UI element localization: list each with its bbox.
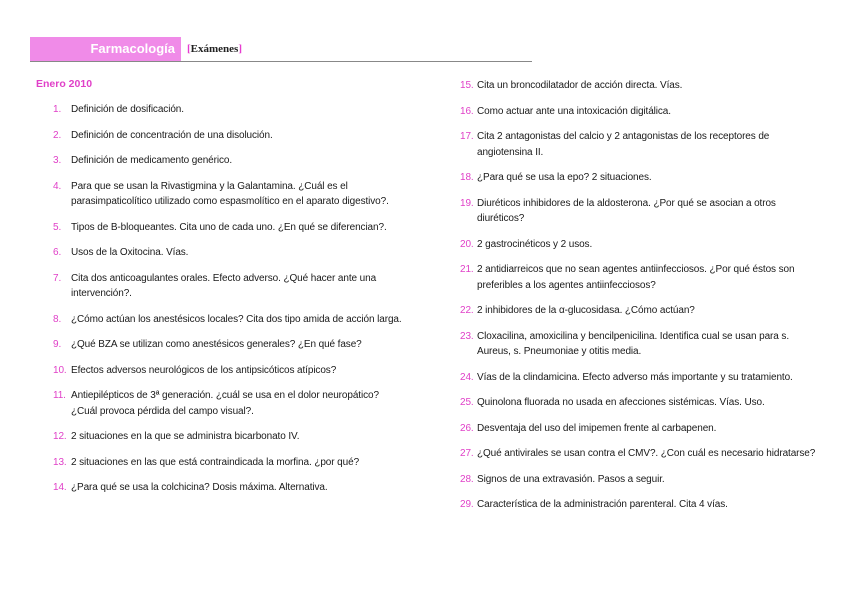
question-text: Efectos adversos neurológicos de los antipsicóticos atípicos? <box>71 364 337 376</box>
question-item <box>460 78 820 94</box>
question-item <box>460 104 820 120</box>
question-text: Desventaja del uso del imipemen frente al carbapenen. <box>477 422 717 434</box>
header-divider <box>30 61 532 62</box>
question-number: 4. <box>53 180 62 192</box>
section-label: Exámenes <box>190 43 239 55</box>
question-item <box>36 363 406 379</box>
question-text: Definición de dosificación. <box>71 104 184 115</box>
section-tag <box>187 43 242 55</box>
question-text: Definición de concentración de una disolución. <box>71 129 273 141</box>
question-item <box>460 446 820 462</box>
question-number: 26. <box>460 422 474 434</box>
question-number: 15. <box>460 80 474 91</box>
question-item <box>460 395 820 411</box>
question-number: 7. <box>53 272 62 284</box>
question-text: 2 situaciones en la que se administra bicarbonato IV. <box>71 431 300 442</box>
question-item <box>460 497 820 513</box>
question-text: 2 inhibidores de la α-glucosidasa. ¿Cómo actúan? <box>477 305 695 316</box>
question-item <box>460 421 820 437</box>
question-number: 18. <box>460 172 474 183</box>
question-text: Definición de medicamento genérico. <box>71 155 233 166</box>
question-item <box>460 196 820 227</box>
question-item <box>36 220 406 236</box>
question-item <box>36 312 406 328</box>
question-text: Cita un broncodilatador de acción directa. Vías. <box>477 80 683 91</box>
question-item <box>36 429 406 445</box>
section-bracket-open: [ <box>187 43 191 55</box>
question-item <box>36 388 406 419</box>
question-text: Tipos de B-bloqueantes. Cita uno de cada uno. ¿En qué se diferencian?. <box>71 221 387 233</box>
question-item <box>460 237 820 253</box>
question-number: 27. <box>460 448 474 459</box>
question-number: 19. <box>460 197 474 209</box>
question-text: Cloxacilina, amoxicilina y bencilpenicilina. Identifica cual se usan para s. Aureus, s. Pneumoniae y otitis media. <box>477 330 790 357</box>
question-text: Cita dos anticoagulantes orales. Efecto adverso. ¿Qué hacer ante una intervención?. <box>71 272 377 299</box>
question-text: Quinolona fluorada no usada en afecciones sistémicas. Vías. Uso. <box>477 397 765 408</box>
question-number: 13. <box>53 456 67 468</box>
question-text: ¿Cómo actúan los anestésicos locales? Cita dos tipo amida de acción larga. <box>71 313 402 325</box>
question-item <box>36 102 406 118</box>
question-number: 20. <box>460 238 474 250</box>
question-number: 11. <box>53 390 66 401</box>
question-item <box>36 480 406 496</box>
question-text: Antiepilépticos de 3ª generación. ¿cuál se usa en el dolor neuropático? ¿Cuál provoca pérdida del campo visual?. <box>71 390 379 417</box>
question-item <box>36 179 406 210</box>
question-item <box>460 262 820 293</box>
question-item <box>36 337 406 353</box>
question-number: 10. <box>53 364 67 376</box>
question-number: 3. <box>53 155 62 166</box>
question-number: 24. <box>460 371 474 383</box>
question-text: Vías de la clindamicina. Efecto adverso más importante y su tratamiento. <box>477 371 793 383</box>
section-bracket-close: ] <box>238 43 243 55</box>
subject-title: Farmacología <box>30 37 181 61</box>
question-text: Como actuar ante una intoxicación digitálica. <box>477 105 671 117</box>
question-number: 6. <box>53 247 62 258</box>
page-header <box>30 37 532 63</box>
question-text: Para que se usan la Rivastigmina y la Galantamina. ¿Cuál es el parasimpaticolítico utilizado como espasmolítico en el aparato digestivo?. <box>71 180 389 207</box>
question-number: 8. <box>53 313 62 325</box>
question-item <box>36 128 406 144</box>
question-number: 5. <box>53 221 62 233</box>
question-number: 1. <box>53 104 62 115</box>
question-text: Característica de la administración parenteral. Cita 4 vías. <box>477 499 728 510</box>
question-item <box>460 472 820 488</box>
question-item <box>36 271 406 302</box>
question-text: Signos de una extravasión. Pasos a seguir. <box>477 473 665 485</box>
question-text: ¿Qué BZA se utilizan como anestésicos generales? ¿En qué fase? <box>71 339 362 350</box>
question-item <box>460 170 820 186</box>
question-text: ¿Qué antivirales se usan contra el CMV?. ¿Con cuál es necesario hidratarse? <box>477 448 816 459</box>
question-item <box>36 455 406 471</box>
question-number: 21. <box>460 264 474 275</box>
question-number: 12. <box>53 431 67 442</box>
question-item <box>460 129 820 160</box>
question-number: 16. <box>460 105 474 117</box>
question-number: 2. <box>53 129 62 141</box>
question-number: 29. <box>460 499 474 510</box>
question-item <box>460 303 820 319</box>
question-number: 14. <box>53 482 67 493</box>
question-item <box>36 153 406 169</box>
question-text: 2 situaciones en las que está contraindicada la morfina. ¿por qué? <box>71 456 360 468</box>
question-number: 17. <box>460 131 474 142</box>
question-number: 25. <box>460 397 474 408</box>
question-number: 22. <box>460 305 474 316</box>
question-number: 9. <box>53 339 62 350</box>
question-text: 2 gastrocinéticos y 2 usos. <box>477 238 593 250</box>
questions-right-column <box>460 78 820 523</box>
question-item <box>460 329 820 360</box>
question-text: Diuréticos inhibidores de la aldosterona. ¿Por qué se asocian a otros diuréticos? <box>477 197 776 224</box>
question-text: Cita 2 antagonistas del calcio y 2 antagonistas de los receptores de angiotensina II. <box>477 131 770 158</box>
questions-left-column <box>36 102 406 506</box>
question-text: Usos de la Oxitocina. Vías. <box>71 247 189 258</box>
question-text: 2 antidiarreicos que no sean agentes antiinfecciosos. ¿Por qué éstos son preferibles a los agentes antiinfecciosos? <box>477 264 795 291</box>
question-text: ¿Para qué se usa la colchicina? Dosis máxima. Alternativa. <box>71 482 328 493</box>
question-item <box>460 370 820 386</box>
question-text: ¿Para qué se usa la epo? 2 situaciones. <box>477 172 652 183</box>
question-number: 23. <box>460 330 474 342</box>
exam-title: Enero 2010 <box>36 78 93 90</box>
question-number: 28. <box>460 473 474 485</box>
question-item <box>36 245 406 261</box>
